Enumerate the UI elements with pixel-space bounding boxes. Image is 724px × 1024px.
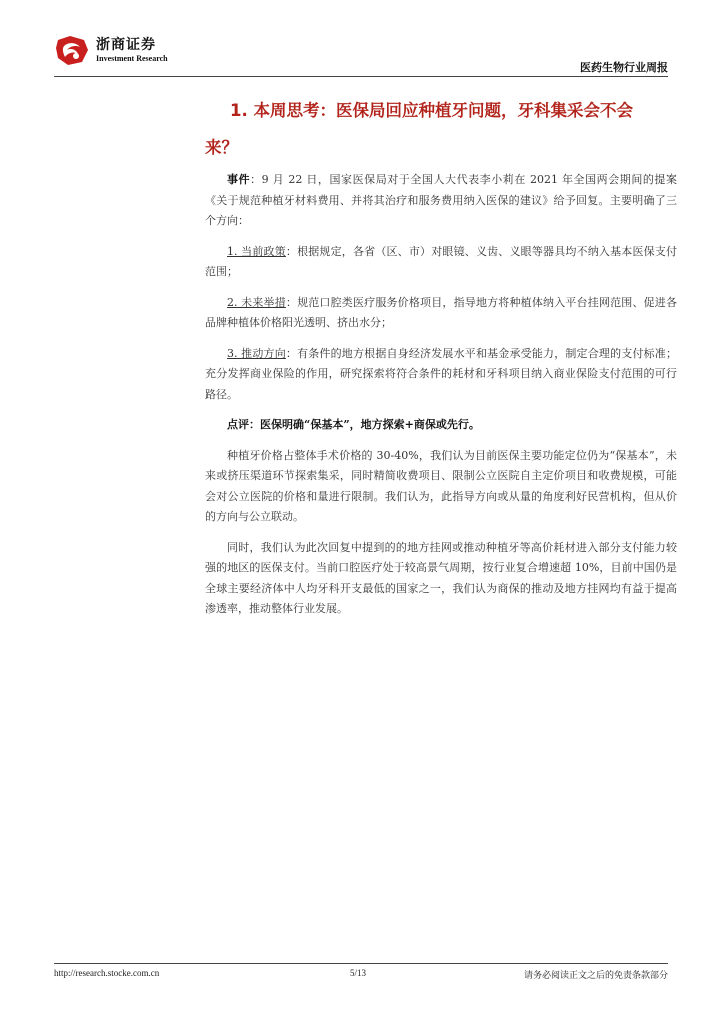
policy-item-2-text: ：规范口腔类医疗服务价格项目，指导地方将种植体纳入平台挂网范围、促进各品牌种植体价格阳光透明、挤出水分； xyxy=(205,295,677,329)
policy-item-3-label: 3. 推动方向 xyxy=(227,346,286,360)
policy-item-3-text: ：有条件的地方根据自身经济发展水平和基金承受能力，制定合理的支付标准；充分发挥商业保险的作用，研究探索将符合条件的耗材和牙科项目纳入商业保险支付范围的可行路径。 xyxy=(205,346,677,401)
analysis-paragraph-1: 种植牙价格占整体手术价格的 30-40%，我们认为目前医保主要功能定位仍为“保基本”，未来或挤压渠道环节探索集采，同时精简收费项目、限制公立医院自主定价项目和收费规模，可能会对公立医院的价格和量进行限制。我们认为，此指导方向或从量的角度利好民营机构，但从价的方向与公立联动。 xyxy=(205,448,677,523)
zheshang-logo-icon xyxy=(54,34,90,66)
section-heading-line-2: 来？ xyxy=(205,138,238,157)
policy-item-2 xyxy=(205,293,677,334)
footer-disclaimer: 请务必阅读正文之后的免责条款部分 xyxy=(523,971,668,981)
section-heading-line-1: 1. 本周思考：医保局回应种植牙问题，牙科集采会不会 xyxy=(230,101,633,120)
logo-text xyxy=(96,38,168,63)
policy-item-1 xyxy=(205,242,677,283)
logo-chinese-name: 浙商证券 xyxy=(96,36,156,53)
event-paragraph xyxy=(205,170,677,232)
policy-item-2-label: 2. 未来举措 xyxy=(227,295,286,309)
section-heading xyxy=(205,92,675,166)
policy-item-1-label: 1. 当前政策 xyxy=(227,244,286,258)
event-label: 事件 xyxy=(227,173,251,186)
analysis-paragraph-2: 同时，我们认为此次回复中提到的的地方挂网或推动种植牙等高价耗材进入部分支付能力较强的地区的医保支付。当前口腔医疗处于较高景气周期，按行业复合增速超 10%，目前中国仍是全球主要经济体中人均牙科开支最低的国家之一，我们认为商保的推动及地方挂网均有益于提高渗透率，推动整体行业发展。 xyxy=(205,540,677,615)
policy-item-1-text: ：根据规定，各省（区、市）对眼镜、义齿、义眼等器具均不纳入基本医保支付范围； xyxy=(205,244,677,278)
company-logo xyxy=(54,34,168,66)
header-divider xyxy=(54,76,668,77)
logo-english-name: Investment Research xyxy=(96,53,168,63)
report-type: 医药生物行业周报 xyxy=(580,61,668,74)
comment-heading: 点评：医保明确“保基本”，地方探索+商保或先行。 xyxy=(227,418,480,431)
footer-url-link[interactable]: http://research.stocke.com.cn xyxy=(54,968,160,978)
article-body xyxy=(205,170,677,630)
policy-item-3 xyxy=(205,344,677,406)
page-number: 5/13 xyxy=(350,968,367,978)
footer-divider xyxy=(54,963,668,964)
event-text: ：9 月 22 日，国家医保局对于全国人大代表李小莉在 2021 年全国两会期间的提案《关于规范种植牙材料费用、并将其治疗和服务费用纳入医保的建议》给予回复。主要明确了三个方向： xyxy=(205,173,677,227)
